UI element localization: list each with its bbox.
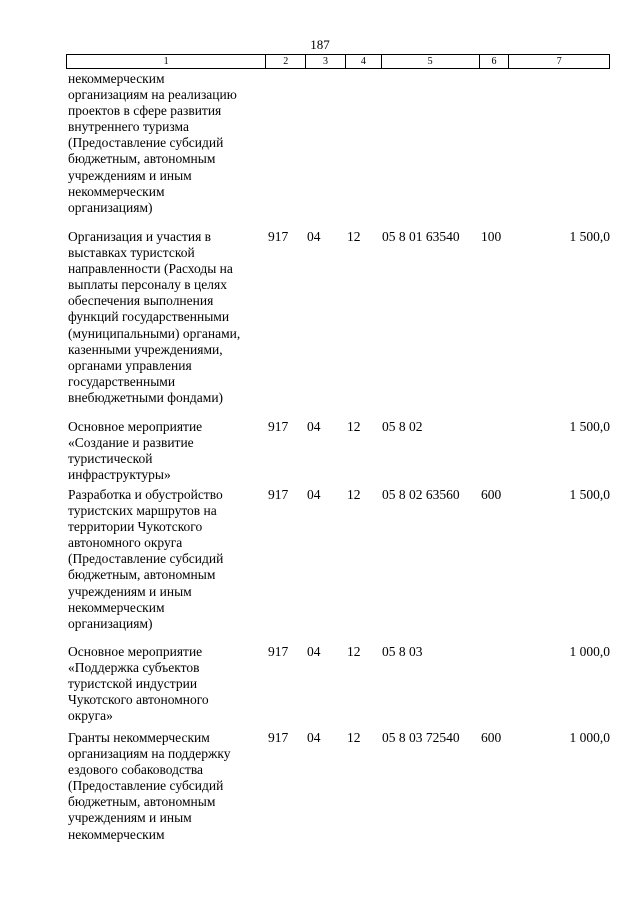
row-amount: 1 500,0 (569, 419, 610, 434)
row-name: Гранты некоммерческим организациям на поддержку ездового собаководства (Предоставление субсидий бюджетным, автономным учреждениям и иным некоммерческим (68, 730, 231, 842)
header-col-7: 7 (556, 56, 562, 67)
header-col-3: 3 (306, 55, 346, 68)
row-target-article: 05 8 02 63560 (382, 487, 460, 502)
row-grbs: 917 (268, 730, 289, 745)
row-name: Основное мероприятие «Создание и развитие туристической инфраструктуры» (68, 419, 203, 483)
row-grbs: 917 (268, 487, 289, 502)
row-target-article: 05 8 03 (382, 644, 423, 659)
row-subsection: 12 (347, 229, 361, 244)
row-amount: 1 500,0 (569, 487, 610, 502)
header-col-2: 2 (266, 55, 306, 68)
row-grbs: 917 (268, 419, 289, 434)
row-name: некоммерческим организациям на реализацию проектов в сфере развития внутреннего туризма (Предоставление субсидий бюджетным, автономным учреждениям и иным некоммерческим организациям) (68, 71, 237, 215)
row-section: 04 (307, 644, 321, 659)
header-col-1: 1 (67, 55, 266, 68)
page-number: 187 (310, 37, 330, 52)
row-expense-type: 100 (481, 229, 502, 244)
table-header (66, 54, 610, 69)
row-section: 04 (307, 487, 321, 502)
row-amount: 1 500,0 (569, 229, 610, 244)
header-col-6: 6 (480, 55, 510, 68)
row-amount: 1 000,0 (569, 730, 610, 745)
row-name: Организация и участия в выставках туристской направленности (Расходы на выплаты персоналу в целях обеспечения выполнения функций государственными (муниципальными) органами, казенными учреждениями, органами управления государственными внебюджетными фондами) (68, 229, 241, 405)
row-target-article: 05 8 02 (382, 419, 423, 434)
row-section: 04 (307, 419, 321, 434)
row-amount: 1 000,0 (569, 644, 610, 659)
row-grbs: 917 (268, 229, 289, 244)
row-grbs: 917 (268, 644, 289, 659)
row-section: 04 (307, 229, 321, 244)
header-col-4: 4 (346, 55, 382, 68)
row-name: Основное мероприятие «Поддержка субъектов туристской индустрии Чукотского автономного округа» (68, 644, 209, 724)
row-target-article: 05 8 01 63540 (382, 229, 460, 244)
row-expense-type: 600 (481, 487, 502, 502)
row-subsection: 12 (347, 644, 361, 659)
row-section: 04 (307, 730, 321, 745)
row-subsection: 12 (347, 730, 361, 745)
row-target-article: 05 8 03 72540 (382, 730, 460, 745)
row-subsection: 12 (347, 419, 361, 434)
row-name: Разработка и обустройство туристских маршрутов на территории Чукотского автономного округа (Предоставление субсидий бюджетным, автономным учреждениям и иным некоммерческим организациям) (68, 487, 224, 631)
row-expense-type: 600 (481, 730, 502, 745)
row-subsection: 12 (347, 487, 361, 502)
header-col-5: 5 (382, 55, 480, 68)
